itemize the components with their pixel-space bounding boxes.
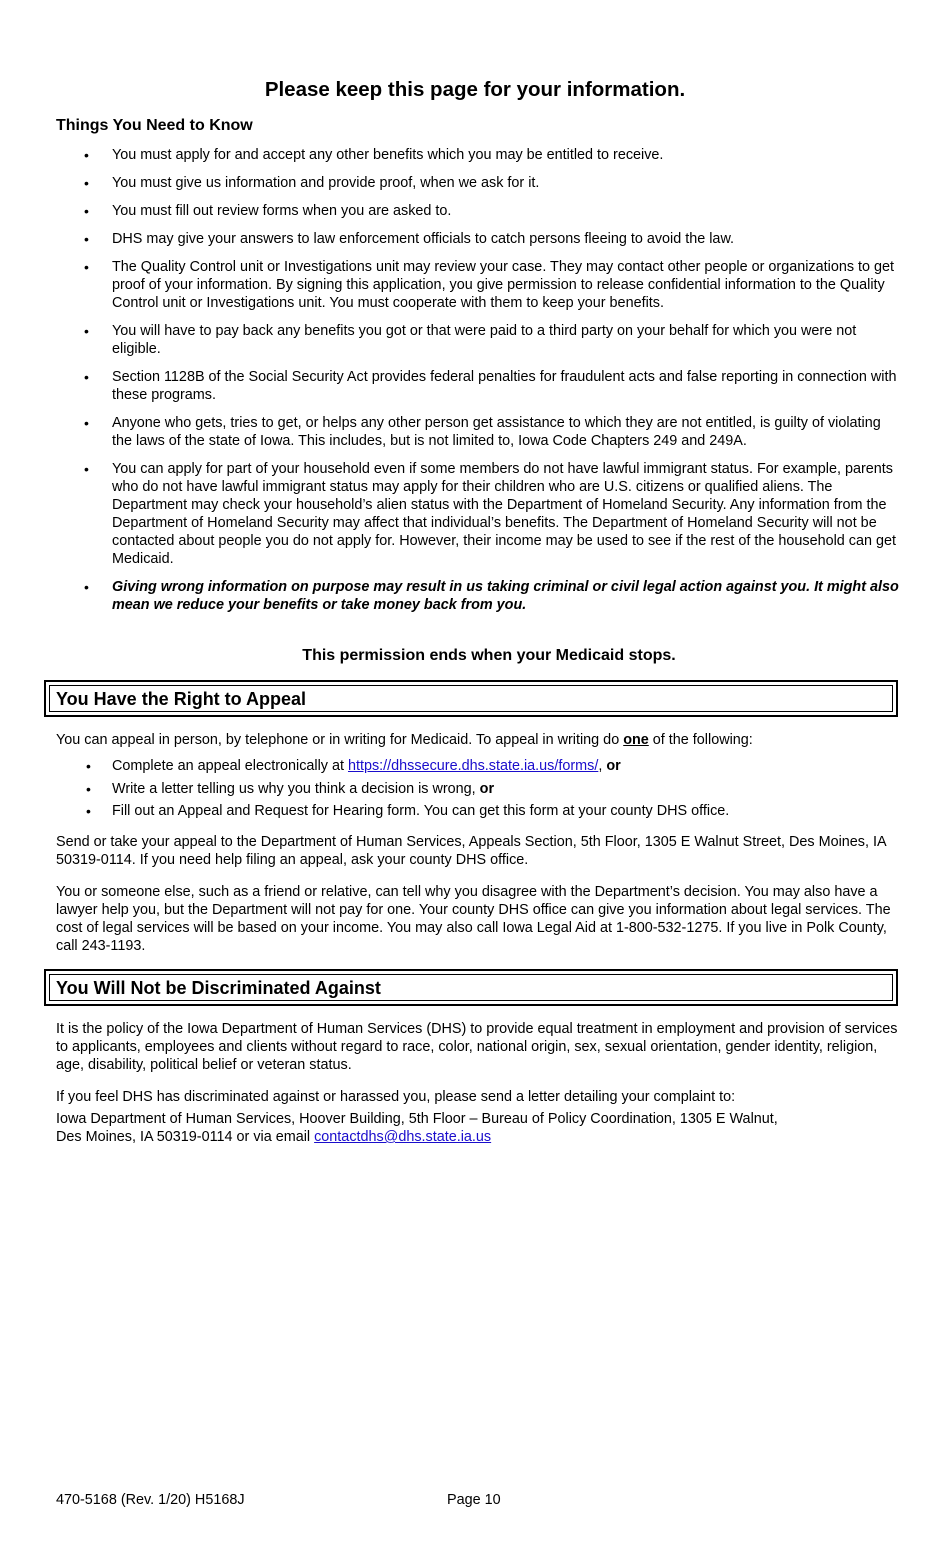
bullet-icon: • <box>86 780 91 797</box>
bullet-icon: • <box>84 231 89 247</box>
bullet-icon: • <box>84 461 89 477</box>
list-item: • Section 1128B of the Social Security Act provides federal penalties for fraudulent acts and false reporting in connection with these programs. <box>84 369 897 403</box>
bullet-icon: • <box>84 175 89 191</box>
things-heading: Things You Need to Know <box>56 117 253 134</box>
list-item: • You will have to pay back any benefits you got or that were paid to a third party on your behalf for which you were not eligible. <box>84 323 857 357</box>
list-item: • You can apply for part of your household even if some members do not have lawful immigrant status. For example, parents who do not have lawful immigrant status may apply for their children who are U.S. citizens or qualified aliens. The Department may check your household’s alien status with the Department of Homeland Security. Any information from the Department of Homeland Security may affect that individual’s benefits. The Department of Homeland Security will not be contacted about people you do not apply for. However, their income may be used to see if the rest of the household can get Medicaid. <box>84 461 896 567</box>
bullet-icon: • <box>84 579 89 595</box>
list-item: • You must give us information and provide proof, when we ask for it. <box>84 175 540 191</box>
permission-ends-notice: This permission ends when your Medicaid stops. <box>302 647 676 664</box>
bullet-icon: • <box>84 259 89 275</box>
discrimination-heading: You Will Not be Discriminated Against <box>56 978 381 998</box>
appeal-heading: You Have the Right to Appeal <box>56 689 307 709</box>
complaint-instructions: If you feel DHS has discriminated against or harassed you, please send a letter detailing your complaint to: <box>56 1089 736 1105</box>
bullet-icon: • <box>84 369 89 385</box>
list-item: • Fill out an Appeal and Request for Hearing form. You can get this form at your county DHS office. <box>86 803 730 819</box>
complaint-address: Iowa Department of Human Services, Hoover Building, 5th Floor – Bureau of Policy Coordination, 1305 E Walnut, Des Moines, IA 50319-0114 or via email contactdhs@dhs.state.ia.us <box>56 1111 778 1145</box>
list-item: • Complete an appeal electronically at https://dhssecure.dhs.state.ia.us/forms/, or <box>86 758 621 774</box>
page-title: Please keep this page for your information. <box>264 78 686 101</box>
warning-list-item: • Giving wrong information on purpose may result in us taking criminal or civil legal action against you. It might also mean we reduce your benefits or take money back from you. <box>84 579 899 613</box>
things-list <box>0 146 950 624</box>
bullet-icon: • <box>84 203 89 219</box>
bullet-icon: • <box>86 803 91 819</box>
appeal-help-paragraph: You or someone else, such as a friend or relative, can tell why you disagree with the Department’s decision. You may also have a lawyer help you, but the Department will not pay for one. Your county DHS office can give you information about legal services. The cost of legal services will be based on your income. You may also call Iowa Legal Aid at 1-800-532-1275. If you live in Polk County, call 243-1193. <box>56 884 891 954</box>
list-item: • Anyone who gets, tries to get, or helps any other person get assistance to which they are not entitled, is guilty of violating the laws of the state of Iowa. This includes, but is not limited to, Iowa Code Chapters 249 and 249A. <box>84 415 881 449</box>
list-item: • The Quality Control unit or Investigations unit may review your case. They may contact other people or organizations to get proof of your information. By signing this application, you give permission to release confidential information to the Quality Control unit or Investigations unit. You must cooperate with them to keep your benefits. <box>84 259 895 311</box>
form-number: 470-5168 (Rev. 1/20) H5168J <box>56 1492 245 1508</box>
list-item: • DHS may give your answers to law enforcement officials to catch persons fleeing to avoid the law. <box>84 231 735 247</box>
discrimination-policy-paragraph: It is the policy of the Iowa Department of Human Services (DHS) to provide equal treatment in employment and provision of services to applicants, employees and clients without regard to race, color, national origin, sex, sexual orientation, gender identity, religion, age, disability, political belief or veteran status. <box>56 1021 898 1073</box>
appeal-section-header <box>44 680 898 717</box>
bullet-icon: • <box>84 415 89 431</box>
list-item: • Write a letter telling us why you think a decision is wrong, or <box>86 780 495 797</box>
appeal-forms-link[interactable]: https://dhssecure.dhs.state.ia.us/forms/ <box>347 758 599 774</box>
bullet-icon: • <box>84 323 89 339</box>
list-item: • You must fill out review forms when you are asked to. <box>84 203 452 219</box>
page-number: Page 10 <box>447 1492 501 1508</box>
discrimination-section-header <box>44 969 898 1006</box>
bullet-icon: • <box>86 758 91 774</box>
appeal-send-paragraph: Send or take your appeal to the Department of Human Services, Appeals Section, 5th Floor, 1305 E Walnut Street, Des Moines, IA 50319-0114. If you need help filing an appeal, ask your county DHS office. <box>56 834 886 868</box>
appeal-intro: You can appeal in person, by telephone or in writing for Medicaid. To appeal in writing do one of the following: <box>56 732 753 748</box>
list-item: • You must apply for and accept any other benefits which you may be entitled to receive. <box>84 147 664 163</box>
contact-email-link[interactable]: contactdhs@dhs.state.ia.us <box>314 1129 492 1145</box>
bullet-icon: • <box>84 147 89 163</box>
appeal-options-list <box>0 757 950 825</box>
